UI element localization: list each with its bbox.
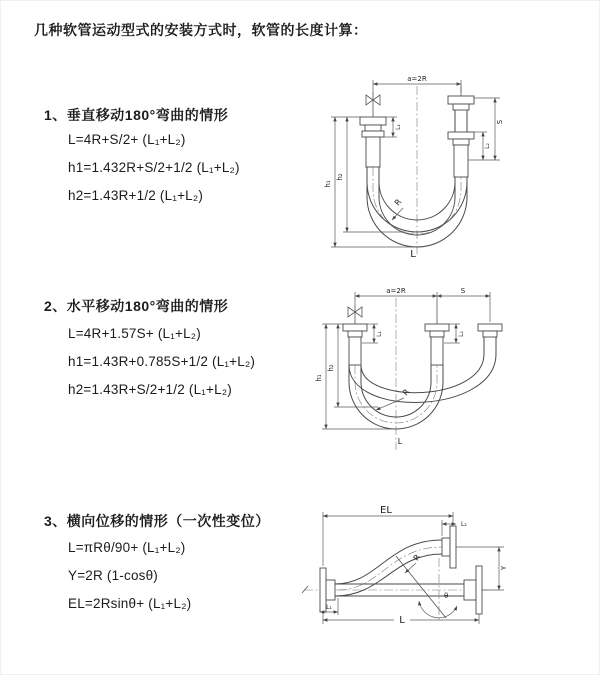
section-1-formula-h2: h2=1.43R+1/2 (L₁+L₂)	[68, 188, 204, 203]
s-curve-hose	[335, 540, 442, 596]
section-3-formula-EL: EL=2Rsinθ+ (L₁+L₂)	[68, 596, 192, 611]
lateral-displacement-diagram	[298, 502, 545, 652]
dimension-el	[323, 505, 453, 566]
braided-section	[454, 145, 468, 177]
dim-label-a2r: a=2R	[386, 287, 406, 295]
section-2-formula-L: L=4R+1.57S+ (L₁+L₂)	[68, 326, 201, 341]
dim-label-l1: L₁	[376, 331, 383, 337]
dim-label-l2: L₂	[458, 331, 465, 337]
dim-label-s: S	[460, 287, 466, 295]
section-2-heading: 2、水平移动180°弯曲的情形	[44, 298, 229, 314]
dimension-l1	[384, 117, 402, 137]
dim-label-l: L	[410, 249, 416, 260]
dim-label-r: R	[400, 387, 412, 398]
horizontal-bend-diagram	[310, 282, 525, 457]
dim-label-l1: L₁	[326, 604, 332, 611]
dim-label-a2r: a=2R	[407, 75, 427, 83]
dimension-s	[468, 98, 504, 160]
hose-u-bends	[349, 354, 496, 429]
left-flange-fitting	[360, 117, 386, 167]
dim-label-s: S	[496, 119, 504, 125]
shifted-flange-fitting	[478, 324, 502, 354]
dimension-l2	[474, 132, 491, 160]
left-flange-fitting	[343, 324, 367, 365]
braided-section	[349, 337, 361, 365]
dim-label-r: R	[411, 552, 423, 563]
dim-label-h2: h₂	[336, 173, 344, 181]
angle-label-theta: θ	[444, 592, 449, 600]
dim-label-h1: h₁	[315, 374, 323, 382]
dim-label-l: L	[397, 437, 403, 446]
section-1-formula-h1: h1=1.432R+S/2+1/2 (L₁+L₂)	[68, 160, 240, 175]
section-1-heading: 1、垂直移动180°弯曲的情形	[44, 107, 229, 123]
braided-section	[431, 337, 443, 365]
valve-icon	[348, 304, 362, 324]
upper-flange	[442, 526, 456, 568]
dim-label-el: EL	[380, 505, 392, 516]
middle-flange-fitting	[425, 300, 449, 365]
dimension-s	[437, 287, 490, 322]
dim-label-y: Y	[500, 565, 508, 571]
angle-construction	[396, 556, 457, 622]
dim-label-l2: L₂	[461, 521, 467, 528]
right-flange-fitting	[448, 86, 474, 177]
dim-label-h1: h₁	[324, 180, 332, 188]
section-3-formula-L: L=πRθ/90+ (L₁+L₂)	[68, 540, 186, 555]
section-2-formula-h1: h1=1.43R+0.785S+1/2 (L₁+L₂)	[68, 354, 256, 369]
dim-label-l2: L₂	[484, 143, 491, 149]
page-title: 几种软管运动型式的安装方式时，软管的长度计算：	[34, 22, 368, 38]
right-flange	[464, 566, 482, 614]
valve-icon	[366, 92, 380, 117]
dim-label-h2: h₂	[327, 364, 335, 372]
dim-label-l1: L₁	[395, 124, 402, 130]
vertical-bend-diagram	[313, 70, 518, 260]
braided-section	[366, 137, 380, 167]
section-3-formula-Y: Y=2R (1-cosθ)	[68, 568, 159, 583]
dim-label-l: L	[399, 615, 405, 626]
section-1-formula-L: L=4R+S/2+ (L₁+L₂)	[68, 132, 186, 147]
dim-label-r: R	[392, 197, 404, 208]
section-3-heading: 3、横向位移的情形（一次性变位）	[44, 513, 270, 529]
dimension-l	[323, 612, 479, 626]
section-2-formula-h2: h2=1.43R+S/2+1/2 (L₁+L₂)	[68, 382, 232, 397]
